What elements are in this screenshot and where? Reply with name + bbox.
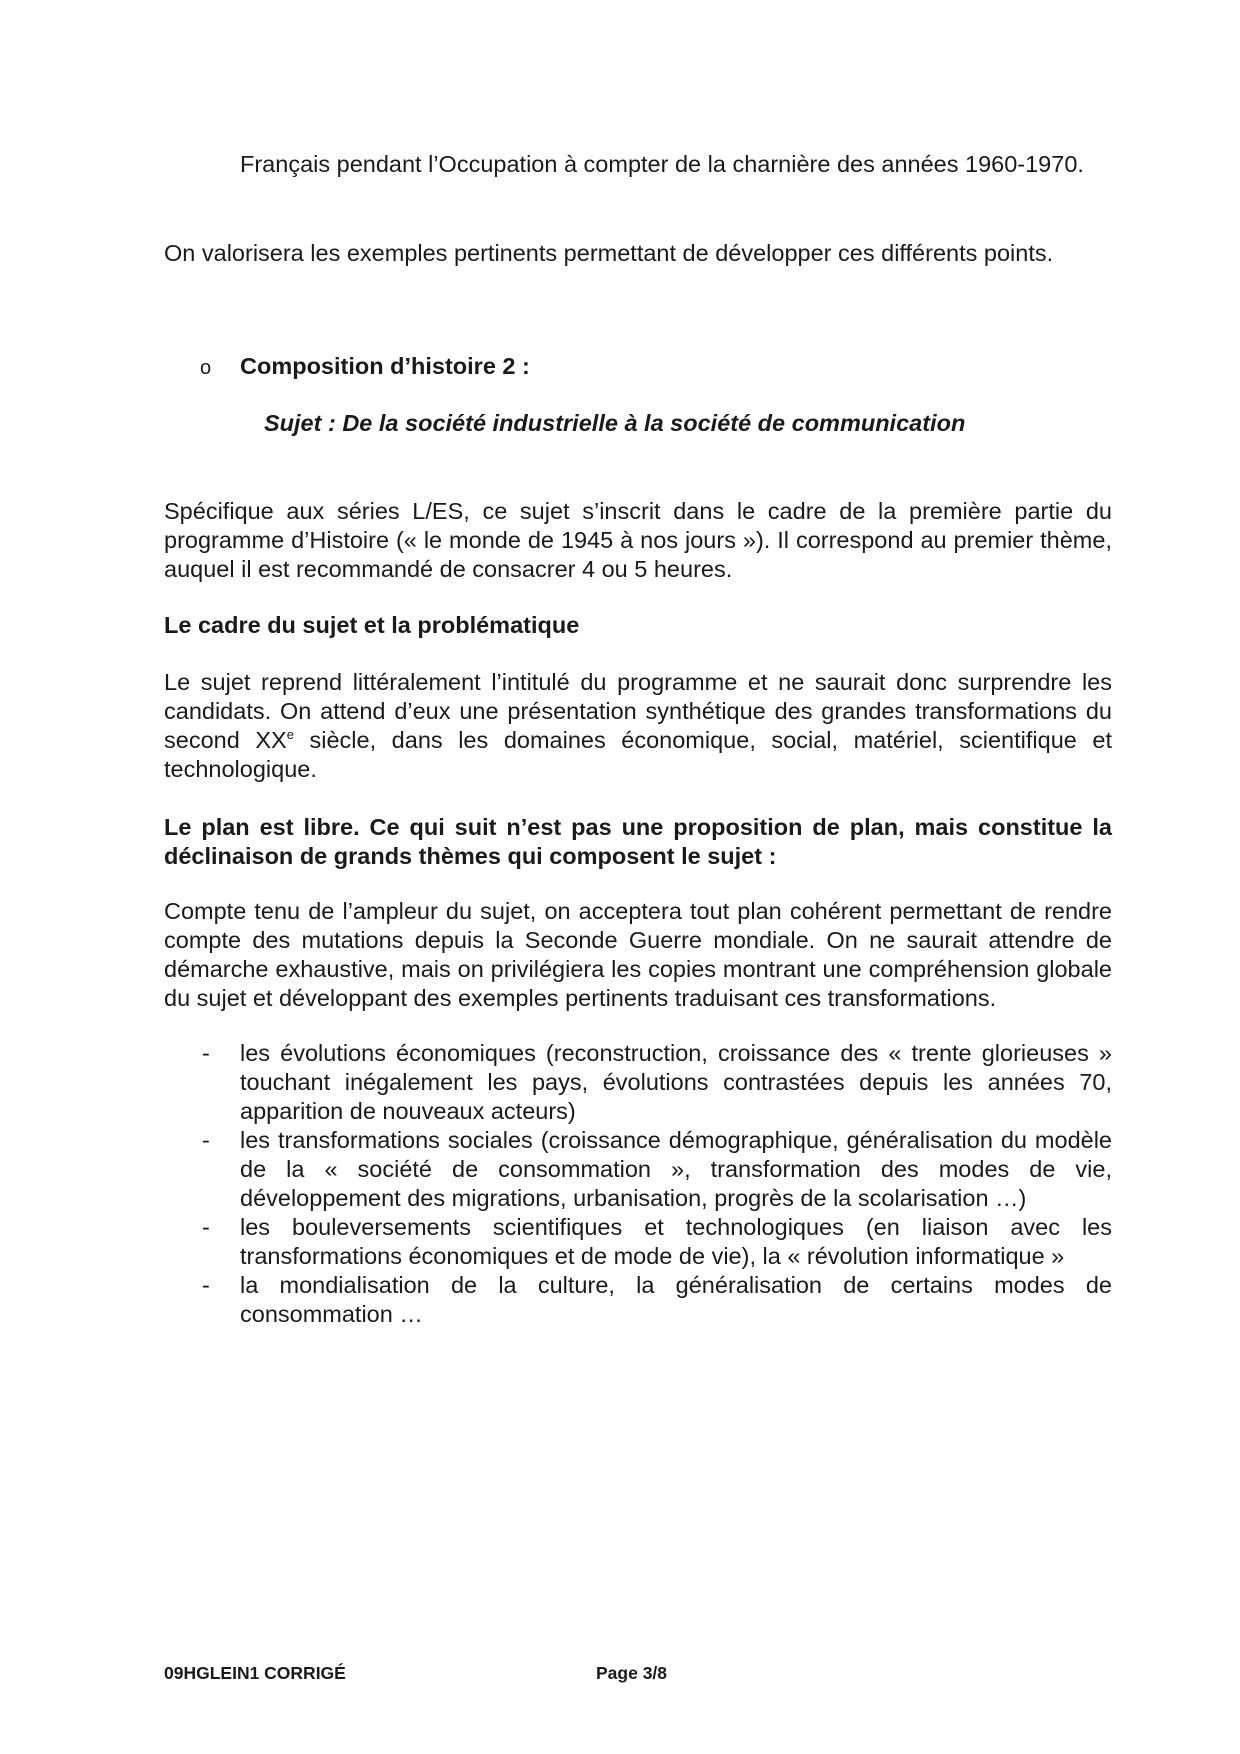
- cadre-text-after: siècle, dans les domaines économique, social, matériel, scientifique et technologique.: [164, 727, 1113, 782]
- document-page: [164, 0, 1112, 1754]
- composition-heading-text: Composition d’histoire 2 :: [240, 353, 530, 379]
- list-item-text: les évolutions économiques (reconstruction, croissance des « trente glorieuses » touchant inégalement les pays, évolutions contrastées depuis les années 70, apparition de nouveaux acteurs): [240, 1040, 1112, 1124]
- cadre-text-before: Le sujet reprend littéralement l’intitulé du programme et ne saurait donc surprendre les candidats. On attend d’eux une présentation synthétique des grandes transformations du second XX: [164, 669, 1112, 753]
- list-item: [164, 1126, 1112, 1213]
- valorisation-paragraph: On valorisera les exemples pertinents permettant de développer ces différents points.: [164, 240, 1054, 266]
- list-item: [164, 1271, 1112, 1329]
- sujet-title: Sujet : De la société industrielle à la société de communication: [264, 410, 966, 436]
- plan-heading: Le plan est libre. Ce qui suit n’est pas une proposition de plan, mais constitue la déclinaison de grands thèmes qui composent le sujet :: [164, 814, 1112, 869]
- circle-bullet-icon: o: [200, 357, 212, 379]
- list-item-text: la mondialisation de la culture, la généralisation de certains modes de consommation …: [240, 1272, 1112, 1327]
- themes-list: [164, 1039, 1112, 1329]
- specifique-paragraph: Spécifique aux séries L/ES, ce sujet s’inscrit dans le cadre de la première partie du programme d’Histoire (« le monde de 1945 à nos jours »). Il correspond au premier thème, auquel il est recommandé de consacrer 4 ou 5 heures.: [164, 498, 1112, 582]
- list-item-text: les transformations sociales (croissance démographique, généralisation du modèle de la « société de consommation », transformation des modes de vie, développement des migrations, urbanisation, progrès de la scolarisation …): [240, 1127, 1112, 1211]
- cadre-paragraph: [164, 668, 1112, 784]
- intro-continuation: Français pendant l’Occupation à compter de la charnière des années 1960-1970.: [240, 151, 1084, 177]
- dash-bullet-icon: -: [202, 1272, 210, 1298]
- cadre-superscript: e: [286, 727, 294, 742]
- dash-bullet-icon: -: [202, 1040, 210, 1066]
- footer-page-number: Page 3/8: [596, 1663, 668, 1683]
- list-item-text: les bouleversements scientifiques et technologiques (en liaison avec les transformations économiques et de mode de vie), la « révolution informatique »: [240, 1214, 1112, 1269]
- footer-document-code: 09HGLEIN1 CORRIGÉ: [164, 1663, 346, 1683]
- list-item: [164, 1039, 1112, 1126]
- list-item: [164, 1213, 1112, 1271]
- dash-bullet-icon: -: [202, 1127, 210, 1153]
- composition-heading: [164, 352, 530, 383]
- plan-paragraph: Compte tenu de l’ampleur du sujet, on acceptera tout plan cohérent permettant de rendre compte des mutations depuis la Seconde Guerre mondiale. On ne saurait attendre de démarche exhaustive, mais on privilégiera les copies montrant une compréhension globale du sujet et développant des exemples pertinents traduisant ces transformations.: [164, 898, 1112, 1011]
- cadre-heading: Le cadre du sujet et la problématique: [164, 612, 580, 638]
- dash-bullet-icon: -: [202, 1214, 210, 1240]
